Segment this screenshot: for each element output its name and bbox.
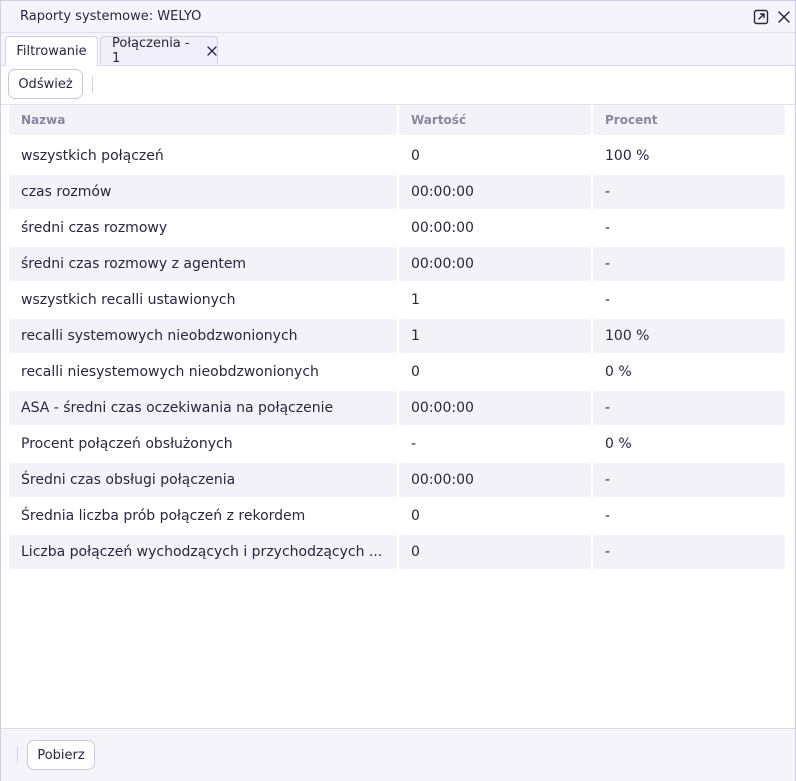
window-title: Raporty systemowe: WELYO — [20, 9, 202, 24]
tab-label: Filtrowanie — [16, 44, 87, 59]
footer-bar — [1, 728, 795, 781]
cell-name: recalli niesystemowych nieobdzwonionych — [21, 364, 319, 380]
title-bar — [1, 1, 795, 33]
cell-percent: - — [605, 292, 611, 308]
table-row[interactable] — [8, 355, 786, 389]
toolbar-divider — [92, 77, 93, 93]
cell-percent: - — [605, 508, 611, 524]
cell-name: recalli systemowych nieobdzwonionych — [9, 319, 397, 353]
cell-value: 0 — [399, 535, 591, 569]
cell-name: ASA - średni czas oczekiwania na połączenie — [9, 391, 397, 425]
table-row[interactable] — [8, 247, 786, 281]
tab-polaczenia[interactable] — [100, 36, 218, 64]
cell-value: 00:00:00 — [399, 247, 591, 281]
table-row[interactable] — [8, 175, 786, 209]
cell-name: średni czas rozmowy z agentem — [9, 247, 397, 281]
cell-percent: - — [593, 247, 785, 281]
tab-label: Połączenia - 1 — [112, 35, 190, 66]
table-row[interactable] — [8, 139, 786, 173]
cell-value: 00:00:00 — [411, 220, 474, 236]
cell-name: wszystkich połączeń — [21, 148, 164, 164]
popout-icon[interactable] — [752, 8, 770, 26]
tab-bar — [1, 33, 795, 66]
cell-percent: - — [593, 175, 785, 209]
tab-filtrowanie[interactable] — [5, 36, 98, 66]
tab-close-icon[interactable] — [207, 46, 217, 56]
cell-value: 00:00:00 — [399, 391, 591, 425]
cell-percent: 0 % — [605, 436, 632, 452]
table-row[interactable] — [8, 319, 786, 353]
column-header-value[interactable]: Wartość — [399, 105, 591, 135]
table-row[interactable] — [8, 211, 786, 245]
download-button-label: Pobierz — [37, 747, 85, 763]
column-header-name[interactable]: Nazwa — [9, 105, 397, 135]
cell-value: 1 — [399, 319, 591, 353]
cell-name: Procent połączeń obsłużonych — [21, 436, 233, 452]
cell-name: wszystkich recalli ustawionych — [21, 292, 236, 308]
column-header-percent[interactable]: Procent — [593, 105, 785, 135]
cell-value: 0 — [411, 148, 420, 164]
cell-value: 1 — [411, 292, 420, 308]
cell-value: 00:00:00 — [399, 175, 591, 209]
refresh-button[interactable] — [8, 69, 83, 99]
table-row[interactable] — [8, 283, 786, 317]
table-row[interactable] — [8, 535, 786, 569]
close-icon[interactable] — [775, 8, 793, 26]
cell-name: Liczba połączeń wychodzących i przychodzących ... — [9, 535, 397, 569]
cell-percent: - — [593, 535, 785, 569]
table-row[interactable] — [8, 391, 786, 425]
cell-name: Średnia liczba prób połączeń z rekordem — [21, 508, 306, 524]
cell-percent: 100 % — [593, 319, 785, 353]
cell-percent: - — [605, 220, 611, 236]
download-button[interactable] — [27, 740, 95, 770]
cell-value: 00:00:00 — [399, 463, 591, 497]
cell-value: 0 — [411, 508, 420, 524]
table-row[interactable] — [8, 463, 786, 497]
table-row[interactable] — [8, 499, 786, 533]
footer-divider — [17, 747, 18, 763]
cell-percent: 100 % — [605, 148, 650, 164]
report-table — [8, 105, 786, 571]
table-header — [8, 105, 786, 135]
cell-name: czas rozmów — [9, 175, 397, 209]
cell-percent: 0 % — [605, 364, 632, 380]
cell-value: - — [411, 436, 417, 452]
cell-percent: - — [593, 463, 785, 497]
refresh-button-label: Odśwież — [18, 76, 73, 92]
cell-name: średni czas rozmowy — [21, 220, 168, 236]
cell-name: Średni czas obsługi połączenia — [9, 463, 397, 497]
cell-percent: - — [593, 391, 785, 425]
toolbar — [1, 66, 795, 105]
cell-value: 0 — [411, 364, 420, 380]
table-row[interactable] — [8, 427, 786, 461]
